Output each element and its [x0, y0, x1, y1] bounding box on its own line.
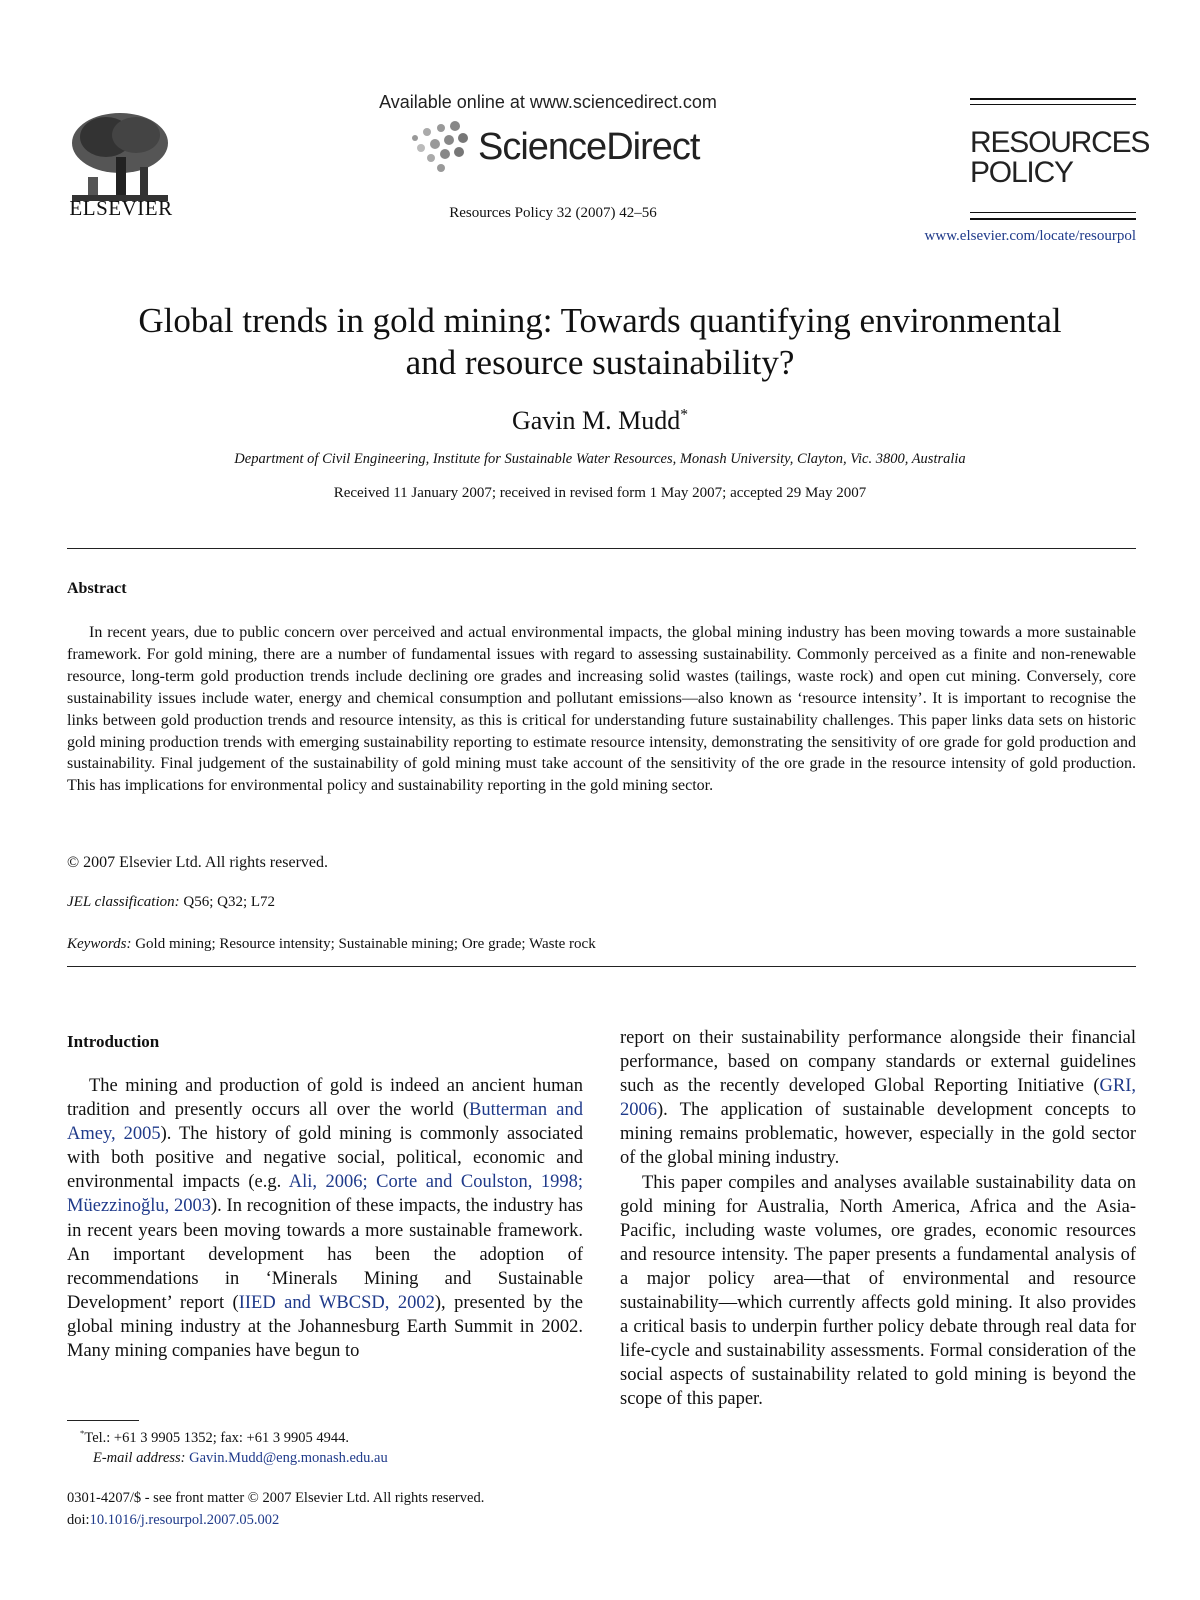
available-online-text: Available online at www.sciencedirect.com — [379, 92, 717, 112]
keywords-value: Gold mining; Resource intensity; Sustainable mining; Ore grade; Waste rock — [135, 936, 596, 952]
journal-reference: Resources Policy 32 (2007) 42–56 — [449, 205, 657, 221]
citation-link[interactable]: Ali, 2006; Corte and Coulston, 1998; Müezzinoğlu, 2003 — [67, 1172, 583, 1217]
author-text: Gavin M. Mudd — [511, 406, 681, 435]
right-column — [620, 1026, 1136, 1412]
email-label: E-mail address: — [93, 1450, 186, 1466]
article-title — [60, 300, 1140, 384]
front-matter-doi — [67, 1512, 279, 1529]
sciencedirect-wordmark: ScienceDirect — [478, 126, 700, 168]
left-column — [67, 1074, 583, 1363]
intro-paragraph-2: This paper compiles and analyses available sustainability data on gold mining for Australia, North America, Africa and the Asia-Pacific, including waste volumes, ore grades, economic resources and resource intensity. The paper presents a fundamental analysis of a major policy area—that of environmental and resource sustainability—which currently affects gold mining. It also provides a critical basis to underpin further policy debate through real data for life-cycle and sustainability assessments. Formal consideration of the social aspects of sustainability related to gold mining is beyond the scope of this paper. — [620, 1172, 1136, 1410]
keywords — [67, 936, 596, 953]
citation-link[interactable]: IIED and WBCSD, 2002 — [238, 1292, 435, 1313]
abstract-paragraph: In recent years, due to public concern over perceived and actual environmental impacts, the global mining industry has been moving towards a more sustainable framework. For gold mining, there are a number of fundamental issues with regard to assessing sustainability. Commonly perceived as a finite and non-renewable resource, long-term gold production trends include declining ore grades and increasing solid wastes (tailings, waste rock) and open cut mining. Conversely, core sustainability issues include water, energy and chemical consumption and pollutant emissions—also known as ‘resource intensity’. It is important to recognise the links between gold production trends and resource intensity, as this is critical for understanding future sustainability challenges. This paper links data sets on historic gold mining production trends with emerging sustainability reporting to estimate resource intensity, demonstrating the sensitivity of ore grade for gold production and sustainability. Final judgement of the sustainability of gold mining must take account of the sensitivity of the ore grade in the resource intensity of gold production. This has implications for environmental policy and sustainability reporting in the gold mining sector. — [67, 624, 1136, 795]
doi-link[interactable]: 10.1016/j.resourpol.2007.05.002 — [89, 1512, 280, 1528]
keywords-label: Keywords: — [67, 936, 132, 952]
journal-rule-top — [970, 98, 1136, 100]
footnote-tel: Tel.: +61 3 9905 1352; fax: +61 3 9905 4944. — [84, 1429, 349, 1446]
author-name — [60, 406, 1140, 436]
footnote-contact — [80, 1428, 349, 1447]
footnote-email — [93, 1450, 388, 1467]
author-affiliation: Department of Civil Engineering, Institute for Sustainable Water Resources, Monash University, Clayton, Vic. 3800, Australia — [234, 451, 966, 467]
footnote-mark: * — [80, 1428, 85, 1438]
citation-link[interactable]: Butterman and Amey, 2005 — [67, 1100, 583, 1145]
journal-title — [970, 128, 1149, 188]
jel-value: Q56; Q32; L72 — [183, 894, 276, 910]
journal-title-line1: RESOURCES — [970, 126, 1150, 159]
journal-title-line2: POLICY — [970, 156, 1073, 189]
intro-paragraph-1: The mining and production of gold is indeed an ancient human tradition and presently occurs all over the world (Butterman and Amey, 2005). The history of gold mining is commonly associated with both positive and negative social, political, economic and environmental impacts (e.g. Ali, 2006; Corte and Coulston, 1998; Müezzinoğlu, 2003). In recognition of these impacts, the industry has in recent years been moving towards a more sustainable framework. An important development has been the adoption of recommendations in ‘Minerals Mining and Sustainable Development’ report (IIED and WBCSD, 2002), presented by the global mining industry at the Johannesburg Earth Summit in 2002. Many mining companies have begun to — [67, 1076, 583, 1362]
abstract-copyright: © 2007 Elsevier Ltd. All rights reserved. — [67, 854, 328, 871]
article-dates: Received 11 January 2007; received in revised form 1 May 2007; accepted 29 May 2007 — [333, 485, 867, 501]
front-matter-issn: 0301-4207/$ - see front matter © 2007 Elsevier Ltd. All rights reserved. — [67, 1490, 485, 1506]
journal-rule-bottom-thin — [970, 212, 1136, 213]
citation-link[interactable]: GRI, 2006 — [620, 1076, 1136, 1121]
elsevier-logo-text: ELSEVIER — [69, 196, 173, 220]
journal-rule-top-thin — [970, 104, 1136, 105]
journal-url-link[interactable]: www.elsevier.com/locate/resourpol — [924, 228, 1136, 244]
jel-classification — [67, 894, 275, 911]
jel-label: JEL classification: — [67, 894, 180, 910]
intro-paragraph-1-cont: report on their sustainability performance alongside their financial performance, based on company standards or external guidelines such as the recently developed Global Reporting Initiative (GRI, 2006). The application of sustainable development concepts to mining remains problematic, however, especially in the gold sector of the global mining industry. — [620, 1028, 1136, 1169]
doi-label: doi: — [67, 1512, 90, 1528]
article-title-line1: Global trends in gold mining: Towards quantifying environmental — [138, 301, 1062, 340]
footnote-rule — [67, 1420, 139, 1421]
introduction-heading: Introduction — [67, 1032, 160, 1051]
abstract-heading: Abstract — [67, 580, 127, 597]
journal-rule-bottom — [970, 218, 1136, 220]
author-footnote-mark[interactable]: * — [680, 406, 689, 424]
abstract-body — [67, 622, 1136, 797]
email-link[interactable]: Gavin.Mudd@eng.monash.edu.au — [189, 1450, 388, 1466]
abstract-top-rule — [67, 548, 1136, 549]
article-title-line2: and resource sustainability? — [405, 343, 795, 382]
abstract-bottom-rule — [67, 966, 1136, 967]
